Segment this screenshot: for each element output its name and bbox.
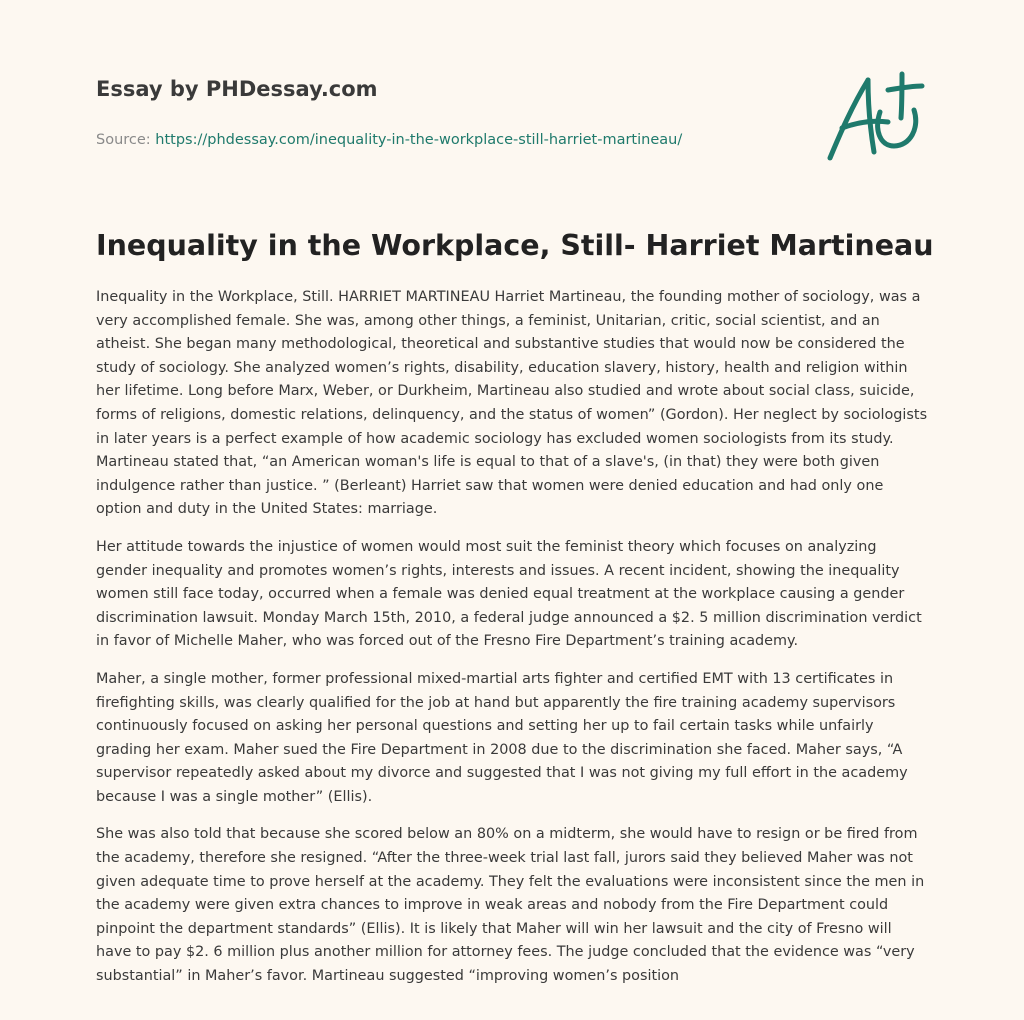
essay-title: Inequality in the Workplace, Still- Harriet Martineau [96, 229, 934, 262]
essay-paragraph: Maher, a single mother, former professional mixed-martial arts fighter and certified EMT with 13 certificates in firefighting skills, was clearly qualified for the job at hand but apparently the fire training academy supervisors continuously focused on asking her personal questions and setting her up to fail certain tasks while unfairly grading her exam. Maher sued the Fire Department in 2008 due to the discrimination she faced. Maher says, “A supervisor repeatedly asked about my divorce and suggested that I was not giving my full effort in the academy because I was a single mother” (Ellis). [96, 670, 908, 805]
essay-paragraph: Her attitude towards the injustice of women would most suit the feminist theory which focuses on analyzing gender inequality and promotes women’s rights, interests and issues. A recent incident, showing the inequality women still face today, occurred when a female was denied equal treatment at the workplace causing a gender discrimination lawsuit. Monday March 15th, 2010, a federal judge announced a $2. 5 million discrimination verdict in favor of Michelle Maher, who was forced out of the Fresno Fire Department’s training academy. [96, 538, 922, 650]
a-plus-logo-icon [822, 66, 932, 166]
essay-body [96, 286, 930, 1003]
site-brand: Essay by PHDessay.com [96, 77, 378, 101]
source-label: Source: [96, 132, 156, 148]
page-header [96, 74, 796, 150]
source-link[interactable]: https://phdessay.com/inequality-in-the-workplace-still-harriet-martineau/ [155, 132, 683, 148]
essay-paragraph: Inequality in the Workplace, Still. HARRIET MARTINEAU Harriet Martineau, the founding mother of sociology, was a very accomplished female. She was, among other things, a feminist, Unitarian, critic, social scientist, and an atheist. She began many methodological, theoretical and substantive studies that would now be considered the study of sociology. She analyzed women’s rights, disability, education slavery, history, health and religion within her lifetime. Long before Marx, Weber, or Durkheim, Martineau also studied and wrote about social class, suicide, forms of religions, domestic relations, delinquency, and the status of women” (Gordon). Her neglect by sociologists in later years is a perfect example of how academic sociology has excluded women sociologists from its study. Martineau stated that, “an American woman's life is equal to that of a slave's, (in that) they were both given indulgence rather than justice. ” (Berleant) Harriet saw that women were denied education and had only one option and duty in the United States: marriage. [96, 289, 928, 518]
essay-paragraph: She was also told that because she scored below an 80% on a midterm, she would have to resign or be fired from the academy, therefore she resigned. “After the three-week trial last fall, jurors said they believed Maher was not given adequate time to prove herself at the academy. They felt the evaluations were inconsistent since the men in the academy were given extra chances to improve in weak areas and nobody from the Fire Department could pinpoint the department standards” (Ellis). It is likely that Maher will win her lawsuit and the city of Fresno will have to pay $2. 6 million plus another million for attorney fees. The judge concluded that the evidence was “very substantial” in Maher’s favor. Martineau suggested “improving women’s position [96, 826, 925, 985]
source-line [96, 130, 796, 150]
